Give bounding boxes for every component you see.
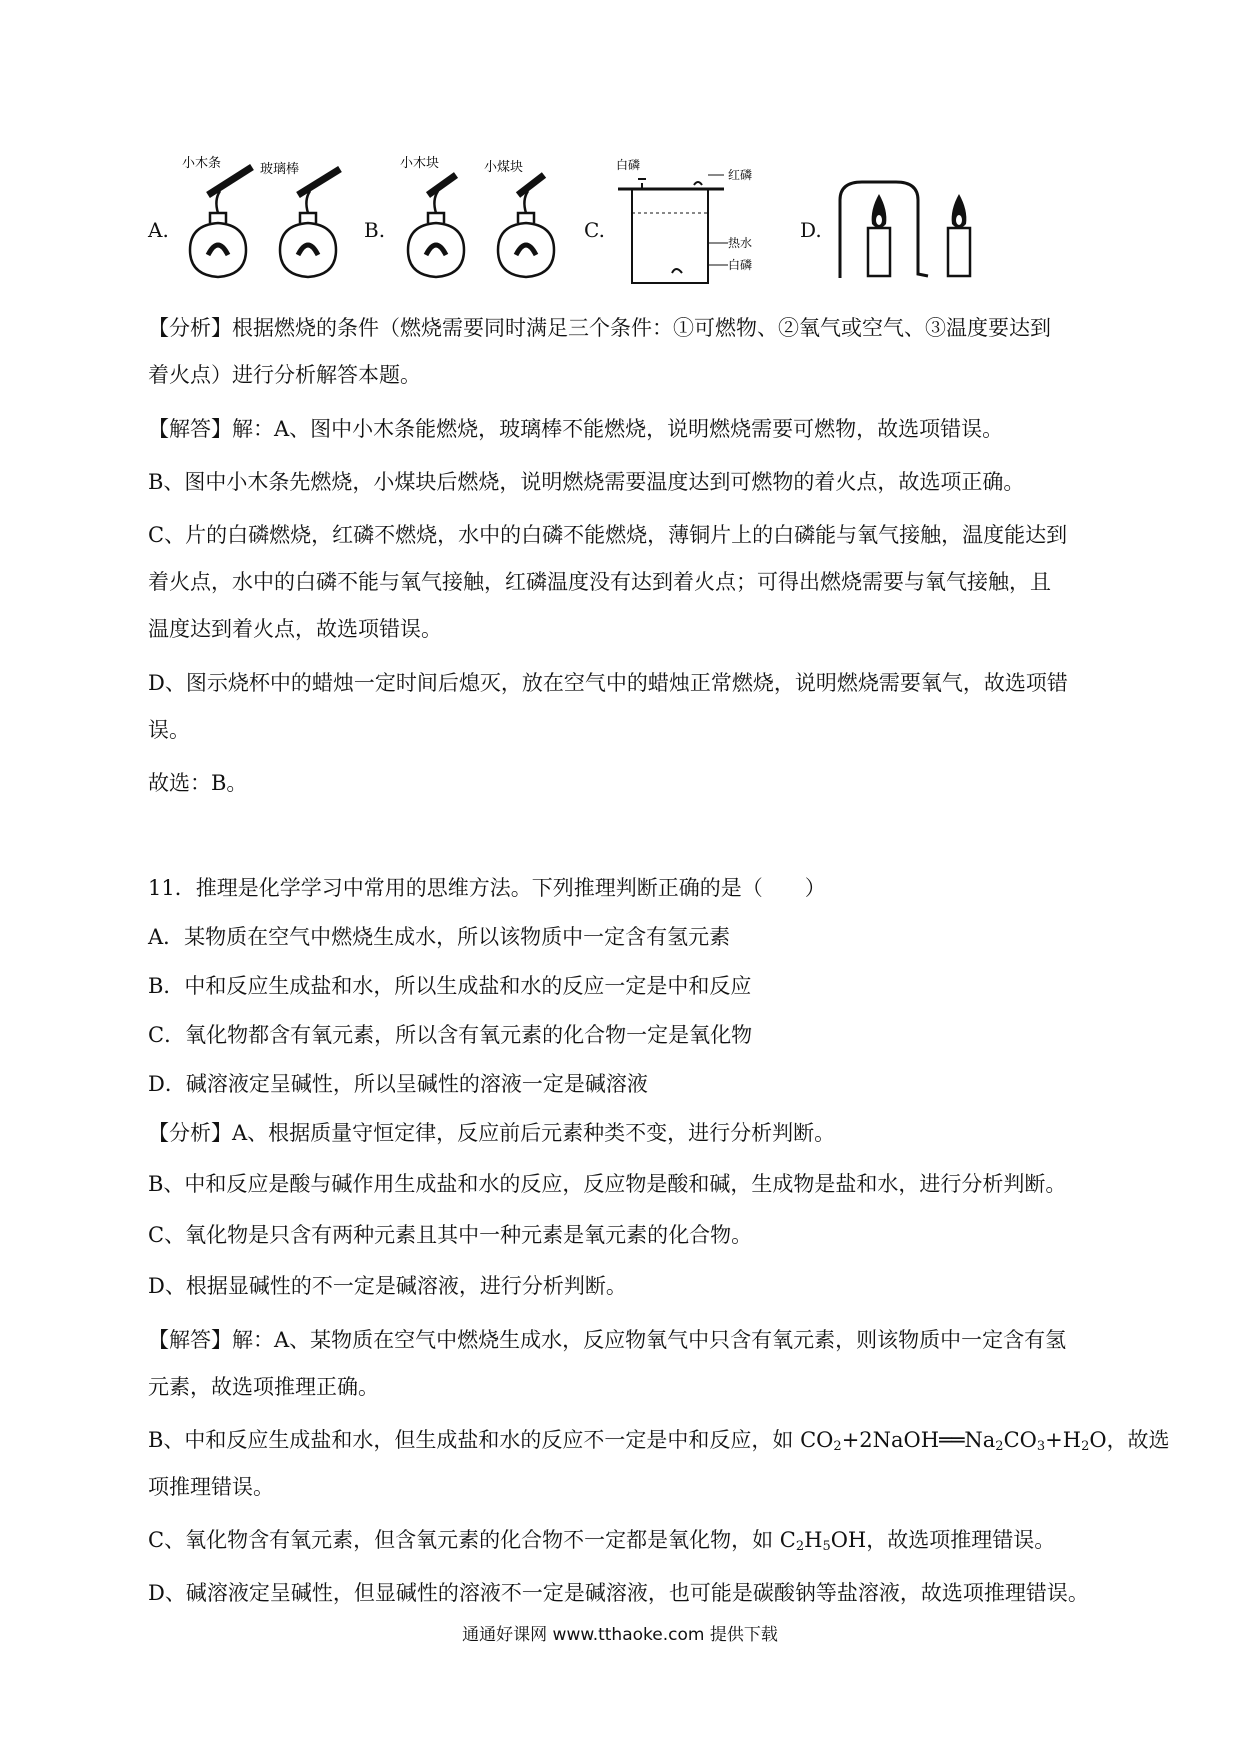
figure-c-tag-white-phosphorus-water: 白磷 [728,258,753,272]
figure-a-tag-glass-rod: 玻璃棒 [260,162,300,177]
q11-option-a: A．某物质在空气中燃烧生成水，所以该物质中一定含有氢元素 [148,925,731,949]
figure-b-alcohol-lamps [398,155,573,290]
q10-analysis-line-1: 【分析】根据燃烧的条件（燃烧需要同时满足三个条件：①可燃物、②氧气或空气、③温度要达到 [148,316,1051,340]
q11-answer-d: D、碱溶液定呈碱性，但显碱性的溶液不一定是碱溶液，也可能是碳酸钠等盐溶液，故选项推理错误。 [148,1581,1089,1605]
formula-h2o: $+H_2O$ [1045,1428,1107,1454]
q11-answer-a-line-2: 元素，故选项推理正确。 [148,1375,379,1399]
figure-a-label: A. [148,218,169,242]
formula-naoh: +2NaOH [841,1428,940,1452]
q11-answer-b-text-before: B、中和反应生成盐和水，但生成盐和水的反应不一定是中和反应，如 [148,1428,801,1452]
figure-a-tag-stick: 小木条 [182,156,222,171]
formula-c2h5oh: $C_2H_5OH$ [779,1528,867,1554]
figure-d-label: D. [800,218,822,242]
figure-d-candles [832,170,1002,285]
q11-option-c: C．氧化物都含有氧元素，所以含有氧元素的化合物一定是氧化物 [148,1023,753,1047]
q10-answer-c-line-2: 着火点，水中的白磷不能与氧气接触，红磷温度没有达到着火点；可得出燃烧需要与氧气接触，且 [148,570,1051,594]
q11-answer-b-text-after: ，故选 [1106,1428,1170,1452]
formula-na2co3: $Na_2CO_3$ [964,1428,1046,1454]
q11-answer-b-line-1 [148,1425,1170,1455]
q11-analysis-c: C、氧化物是只含有两种元素且其中一种元素是氧元素的化合物。 [148,1223,753,1247]
q11-option-d: D．碱溶液定呈碱性，所以呈碱性的溶液一定是碱溶液 [148,1072,648,1096]
q11-analysis-d: D、根据显碱性的不一定是碱溶液，进行分析判断。 [148,1274,627,1298]
q11-answer-b-line-2: 项推理错误。 [148,1475,274,1499]
formula-equals: ══ [939,1428,965,1452]
figure-c-tag-red-phosphorus: 红磷 [728,168,753,182]
q10-answer-b: B、图中小木条先燃烧，小煤块后燃烧，说明燃烧需要温度达到可燃物的着火点，故选项正确。 [148,470,1025,494]
q11-answer-c [148,1525,1098,1555]
page-footer: 通通好课网 www.tthaoke.com 提供下载 [462,1625,778,1645]
q10-answer-d-line-1: D、图示烧杯中的蜡烛一定时间后熄灭，放在空气中的蜡烛正常燃烧，说明燃烧需要氧气，故选项错 [148,671,1068,695]
q11-option-b: B．中和反应生成盐和水，所以生成盐和水的反应一定是中和反应 [148,974,752,998]
q11-analysis-b: B、中和反应是酸与碱作用生成盐和水的反应，反应物是酸和碱，生成物是盐和水，进行分析判断。 [148,1172,1067,1196]
q10-answer-c-line-1: C、片的白磷燃烧，红磷不燃烧，水中的白磷不能燃烧，薄铜片上的白磷能与氧气接触，温度能达到 [148,523,1068,547]
q11-stem: 11．推理是化学学习中常用的思维方法。下列推理判断正确的是（ ） [148,876,826,900]
figure-c-tag-hot-water: 热水 [728,236,753,250]
figure-a-alcohol-lamps [180,155,355,290]
q11-answer-c-text-before: C、氧化物含有氧元素，但含氧元素的化合物不一定都是氧化物，如 [148,1528,780,1552]
q11-answer-a-line-1: 【解答】解：A、某物质在空气中燃烧生成水，反应物氧气中只含有氧元素，则该物质中一定含有氢 [148,1328,1067,1352]
q10-analysis-line-2: 着火点）进行分析解答本题。 [148,363,421,387]
figure-c-tag-white-phosphorus-top: 白磷 [616,158,641,172]
q10-answer-c-line-3: 温度达到着火点，故选项错误。 [148,617,442,641]
figure-b-tag-wood: 小木块 [400,156,440,171]
q10-answer-a: 【解答】解：A、图中小木条能燃烧，玻璃棒不能燃烧，说明燃烧需要可燃物，故选项错误。 [148,417,1004,441]
figure-c-beaker [612,155,772,290]
q10-answer-d-line-2: 误。 [148,718,190,742]
figure-b-tag-coal: 小煤块 [484,160,524,175]
figure-b-label: B. [364,218,386,242]
formula-co2: $CO_2$ [800,1428,842,1454]
figure-c-label: C. [584,218,605,242]
q11-analysis-a: 【分析】A、根据质量守恒定律，反应前后元素种类不变，进行分析判断。 [148,1121,836,1145]
q10-choice: 故选：B。 [148,771,248,795]
q11-answer-c-text-after: ，故选项推理错误。 [866,1528,1056,1552]
